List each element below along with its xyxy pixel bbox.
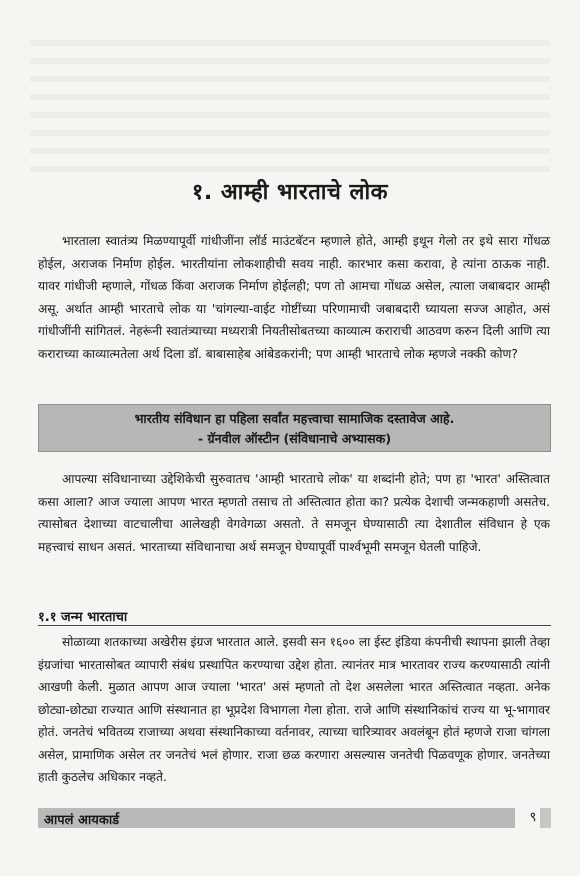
intro-paragraph (38, 230, 550, 365)
history-paragraph (38, 631, 550, 789)
footer-book-title: आपलं आयकार्ड (44, 813, 120, 828)
footer-bar-end (540, 808, 551, 828)
quote-text: भारतीय संविधान हा पहिला सर्वांत महत्त्वाचा सामाजिक दस्तावेज आहे. (134, 411, 455, 426)
section-divider (38, 625, 551, 626)
intro-paragraph-text: भारताला स्वातंत्र्य मिळण्यापूर्वी गांधीजींना लॉर्ड माउंटबॅटन म्हणाले होते, आम्ही इथून गेलो तर इथे सारा गोंधळ होईल, अराजक निर्माण होईल. भारतीयांना लोकशाहीची सवय नाही. कारभार कसा करावा, हे त्यांना ठाऊक नाही. यावर गांधीजी म्हणाले, गोंधळ किंवा अराजक निर्माण होईलही; पण तो आमचा गोंधळ असेल, त्याला जबाबदार आम्ही असू. अर्थात आम्ही भारताचे लोक या 'चांगल्या-वाईट गोष्टींच्या परिणामाची जबाबदारी घ्यायला सज्ज आहोत, असं गांधीजींनी सांगितलं. नेहरूंनी स्वातंत्र्याच्या मध्यरात्री नियतीसोबतच्या काव्यात्म कराराची आठवण करुन दिली आणि त्या कराराच्या काव्यात्मतेला अर्थ दिला डॉ. बाबासाहेब आंबेडकरांनी; पण आम्ही भारताचे लोक म्हणजे नक्की कोण? (38, 234, 550, 361)
quote-author: - ग्रॅनवील ऑस्टीन (संविधानाचे अभ्यासक) (197, 431, 392, 446)
preamble-paragraph-text: आपल्या संविधानाच्या उद्देशिकेची सुरुवातच 'आम्ही भारताचे लोक' या शब्दांनी होते; पण हा 'भारत' अस्तित्वात कसा आला? आज ज्याला आपण भारत म्हणतो तसाच तो अस्तित्वात होता का? प्रत्येक देशाची जन्मकहाणी असतेच. त्यासोबत देशाच्या वाटचालीचा आलेखही वेगवेगळा असतो. ते समजून घेण्यासाठी त्या देशातील संविधान हे एक महत्त्वाचं साधन असतं. भारताच्या संविधानाचा अर्थ समजून घेण्यापूर्वी पार्श्वभूमी समजून घेतली पाहिजे. (38, 472, 550, 554)
show-through-text (30, 40, 550, 175)
chapter-title: १. आम्ही भारताचे लोक (191, 180, 389, 205)
preamble-paragraph (38, 468, 550, 558)
history-paragraph-text: सोळाव्या शतकाच्या अखेरीस इंग्रज भारतात आले. इसवी सन १६०० ला ईस्ट इंडिया कंपनीची स्थापना झाली तेव्हा इंग्रजांचा भारतासोबत व्यापारी संबंध प्रस्थापित करण्याचा उद्देश होता. त्यानंतर मात्र भारतावर राज्य करण्यासाठी त्यांनी आखणी केली. मुळात आपण आज ज्याला 'भारत' असं म्हणतो तो देश असलेला भारत अस्तित्वात नव्हता. अनेक छोट्या-छोट्या राज्यात आणि संस्थानात हा भूप्रदेश विभागला गेला होता. राजे आणि संस्थानिकांचं राज्य या भू-भागावर होतं. जनतेचं भवितव्य राजाच्या अथवा संस्थानिकाच्या वर्तनावर, त्याच्या चारित्र्यावर अवलंबून होतं म्हणजे राजा चांगला असेल, प्रामाणिक असेल तर जनतेचं भलं होणार. राजा छळ करणारा असल्यास जनतेची पिळवणूक होणार. जनतेच्या हाती कुठलेच अधिकार नव्हते. (38, 635, 550, 784)
quote-box (38, 404, 551, 452)
page-number: ९ (515, 808, 551, 828)
section-heading: १.१ जन्म भारताचा (38, 610, 128, 625)
